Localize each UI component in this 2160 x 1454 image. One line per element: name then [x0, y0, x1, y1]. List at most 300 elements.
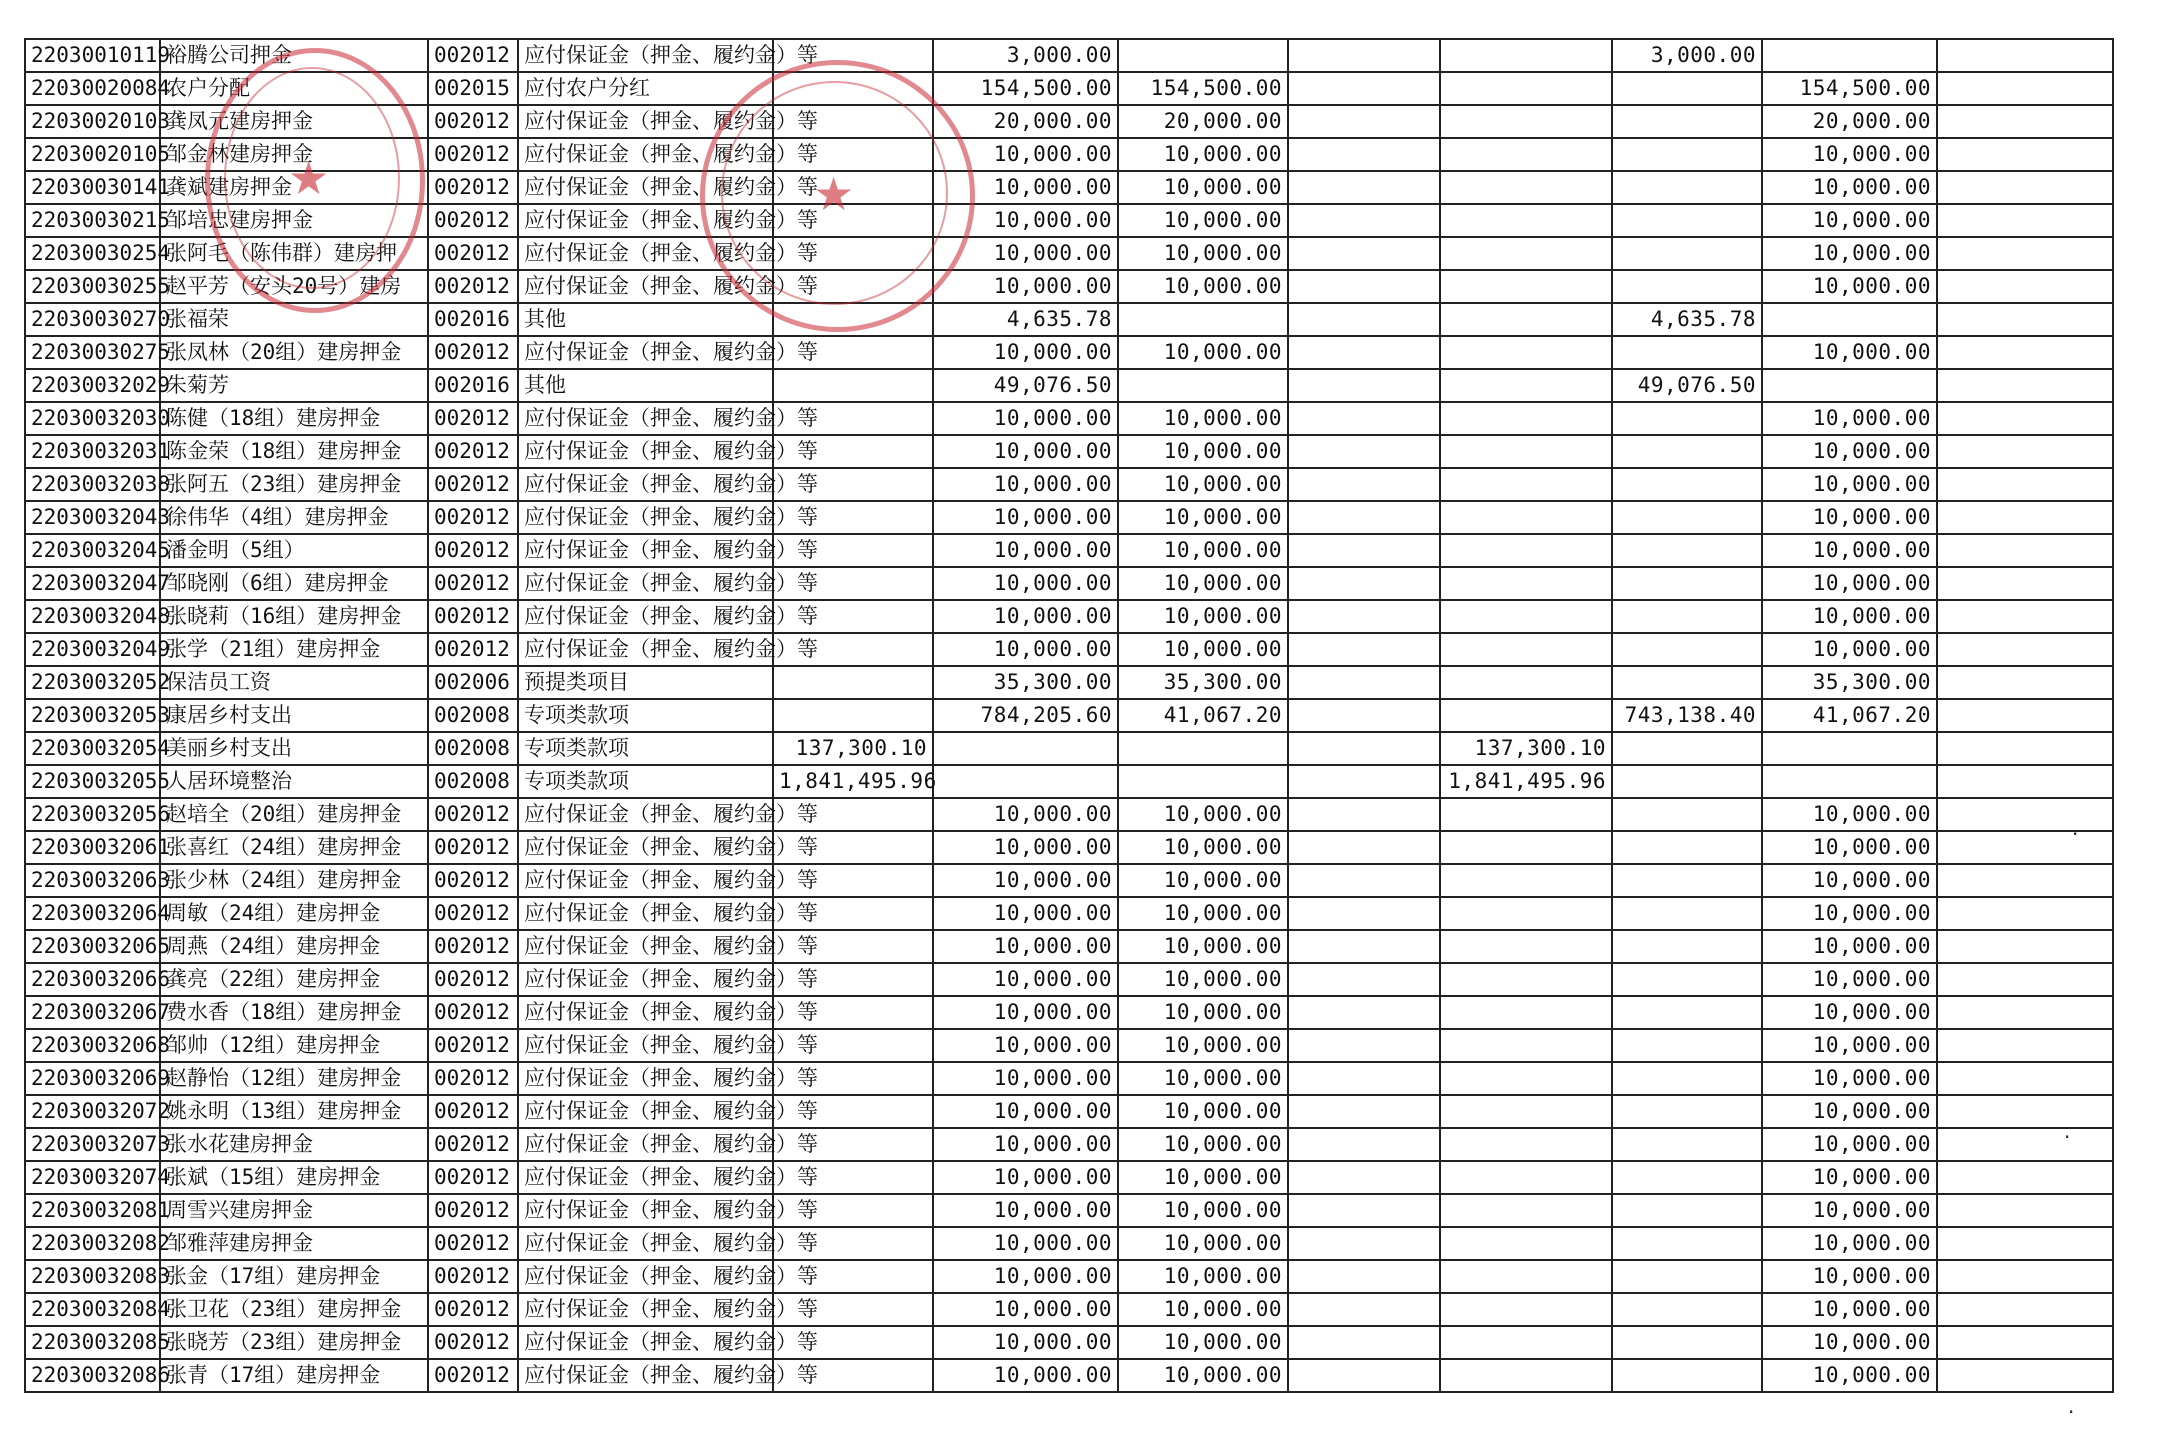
cell-col6 — [1612, 1161, 1762, 1194]
cell-type-name: 专项类款项 — [518, 732, 773, 765]
cell-col5 — [1440, 534, 1612, 567]
cell-col6: 49,076.50 — [1612, 369, 1762, 402]
cell-col8 — [1937, 72, 2113, 105]
cell-type-code: 002012 — [428, 831, 518, 864]
cell-col3: 10,000.00 — [1118, 435, 1288, 468]
cell-col7: 10,000.00 — [1762, 1194, 1937, 1227]
cell-col3: 10,000.00 — [1118, 600, 1288, 633]
cell-col8 — [1937, 765, 2113, 798]
table-row — [25, 666, 2113, 699]
cell-col6 — [1612, 72, 1762, 105]
cell-col1: 1,841,495.96 — [773, 765, 933, 798]
cell-col4 — [1288, 72, 1440, 105]
cell-col7: 10,000.00 — [1762, 534, 1937, 567]
cell-col2: 10,000.00 — [933, 798, 1118, 831]
cell-col4 — [1288, 963, 1440, 996]
table-row — [25, 138, 2113, 171]
cell-col7: 10,000.00 — [1762, 567, 1937, 600]
cell-col4 — [1288, 501, 1440, 534]
cell-col4 — [1288, 930, 1440, 963]
cell-col7: 10,000.00 — [1762, 600, 1937, 633]
cell-col6 — [1612, 237, 1762, 270]
cell-col5 — [1440, 39, 1612, 72]
cell-col1 — [773, 699, 933, 732]
cell-type-name: 应付保证金（押金、履约金）等 — [518, 1326, 773, 1359]
cell-col6 — [1612, 336, 1762, 369]
cell-type-name: 应付保证金（押金、履约金）等 — [518, 336, 773, 369]
cell-type-name: 应付保证金（押金、履约金）等 — [518, 1194, 773, 1227]
cell-col7: 10,000.00 — [1762, 831, 1937, 864]
cell-col3: 10,000.00 — [1118, 237, 1288, 270]
cell-type-code: 002012 — [428, 336, 518, 369]
cell-col3: 10,000.00 — [1118, 1062, 1288, 1095]
cell-col4 — [1288, 1326, 1440, 1359]
cell-type-code: 002012 — [428, 1128, 518, 1161]
cell-col6 — [1612, 1359, 1762, 1392]
cell-col3 — [1118, 39, 1288, 72]
cell-col2: 10,000.00 — [933, 996, 1118, 1029]
cell-col7: 10,000.00 — [1762, 633, 1937, 666]
cell-col4 — [1288, 1293, 1440, 1326]
cell-col8 — [1937, 39, 2113, 72]
cell-name: 朱菊芳 — [160, 369, 428, 402]
cell-col3: 10,000.00 — [1118, 1326, 1288, 1359]
cell-name: 徐伟华（4组）建房押金 — [160, 501, 428, 534]
cell-name: 周敏（24组）建房押金 — [160, 897, 428, 930]
cell-col8 — [1937, 336, 2113, 369]
cell-type-name: 应付保证金（押金、履约金）等 — [518, 1095, 773, 1128]
cell-col5 — [1440, 996, 1612, 1029]
cell-code: 22030020105 — [25, 138, 160, 171]
cell-col4 — [1288, 996, 1440, 1029]
cell-col8 — [1937, 963, 2113, 996]
seal-star-icon: ★ — [288, 151, 330, 205]
cell-col3: 10,000.00 — [1118, 336, 1288, 369]
cell-col7: 10,000.00 — [1762, 237, 1937, 270]
cell-name: 龚斌建房押金 — [160, 171, 428, 204]
cell-col1 — [773, 666, 933, 699]
cell-col8 — [1937, 138, 2113, 171]
cell-type-name: 其他 — [518, 369, 773, 402]
cell-col6 — [1612, 138, 1762, 171]
cell-code: 22030032061 — [25, 831, 160, 864]
cell-col1 — [773, 303, 933, 336]
cell-col8 — [1937, 1029, 2113, 1062]
cell-col2: 35,300.00 — [933, 666, 1118, 699]
cell-type-name: 应付保证金（押金、履约金）等 — [518, 270, 773, 303]
cell-col8 — [1937, 105, 2113, 138]
cell-col6 — [1612, 1194, 1762, 1227]
cell-name: 保洁员工资 — [160, 666, 428, 699]
table-row — [25, 1161, 2113, 1194]
cell-type-code: 002012 — [428, 534, 518, 567]
cell-code: 22030032072 — [25, 1095, 160, 1128]
cell-col5 — [1440, 897, 1612, 930]
cell-col6 — [1612, 996, 1762, 1029]
cell-col7: 10,000.00 — [1762, 1062, 1937, 1095]
cell-col2: 10,000.00 — [933, 468, 1118, 501]
cell-name: 龚亮（22组）建房押金 — [160, 963, 428, 996]
cell-code: 22030032086 — [25, 1359, 160, 1392]
cell-col4 — [1288, 600, 1440, 633]
cell-col7: 10,000.00 — [1762, 1260, 1937, 1293]
cell-col5 — [1440, 237, 1612, 270]
cell-type-name: 应付保证金（押金、履约金）等 — [518, 171, 773, 204]
table-row — [25, 1293, 2113, 1326]
cell-type-name: 应付保证金（押金、履约金）等 — [518, 534, 773, 567]
cell-col3: 154,500.00 — [1118, 72, 1288, 105]
cell-col4 — [1288, 732, 1440, 765]
cell-col7: 10,000.00 — [1762, 468, 1937, 501]
cell-col2: 10,000.00 — [933, 1194, 1118, 1227]
cell-col5 — [1440, 798, 1612, 831]
cell-col3: 10,000.00 — [1118, 501, 1288, 534]
cell-type-code: 002012 — [428, 963, 518, 996]
cell-type-code: 002008 — [428, 765, 518, 798]
cell-name: 潘金明（5组） — [160, 534, 428, 567]
cell-type-name: 应付保证金（押金、履约金）等 — [518, 435, 773, 468]
cell-col2: 10,000.00 — [933, 402, 1118, 435]
cell-col7: 20,000.00 — [1762, 105, 1937, 138]
cell-code: 22030032056 — [25, 798, 160, 831]
cell-col2: 10,000.00 — [933, 633, 1118, 666]
cell-name: 邹帅（12组）建房押金 — [160, 1029, 428, 1062]
cell-name: 人居环境整治 — [160, 765, 428, 798]
cell-code: 22030032029 — [25, 369, 160, 402]
cell-col5 — [1440, 1095, 1612, 1128]
cell-col4 — [1288, 1260, 1440, 1293]
cell-col3: 10,000.00 — [1118, 534, 1288, 567]
cell-col2: 10,000.00 — [933, 1095, 1118, 1128]
cell-col5 — [1440, 1161, 1612, 1194]
cell-name: 农户分配 — [160, 72, 428, 105]
cell-col7: 10,000.00 — [1762, 1326, 1937, 1359]
cell-type-name: 其他 — [518, 303, 773, 336]
cell-name: 姚永明（13组）建房押金 — [160, 1095, 428, 1128]
cell-name: 张晓莉（16组）建房押金 — [160, 600, 428, 633]
cell-col3: 10,000.00 — [1118, 171, 1288, 204]
cell-type-name: 应付保证金（押金、履约金）等 — [518, 963, 773, 996]
cell-col5 — [1440, 633, 1612, 666]
cell-col7: 10,000.00 — [1762, 435, 1937, 468]
cell-col6: 4,635.78 — [1612, 303, 1762, 336]
table-row — [25, 732, 2113, 765]
cell-code: 22030032067 — [25, 996, 160, 1029]
cell-type-code: 002012 — [428, 1062, 518, 1095]
cell-type-code: 002012 — [428, 996, 518, 1029]
cell-type-code: 002012 — [428, 798, 518, 831]
cell-type-name: 专项类款项 — [518, 699, 773, 732]
cell-code: 22030032052 — [25, 666, 160, 699]
cell-col5 — [1440, 831, 1612, 864]
cell-col7 — [1762, 303, 1937, 336]
cell-col5 — [1440, 1293, 1612, 1326]
table-row — [25, 534, 2113, 567]
cell-type-code: 002012 — [428, 930, 518, 963]
cell-type-name: 应付保证金（押金、履约金）等 — [518, 633, 773, 666]
cell-name: 张喜红（24组）建房押金 — [160, 831, 428, 864]
cell-type-code: 002008 — [428, 732, 518, 765]
cell-col8 — [1937, 1359, 2113, 1392]
cell-type-code: 002012 — [428, 1293, 518, 1326]
cell-col8 — [1937, 1260, 2113, 1293]
cell-col6 — [1612, 600, 1762, 633]
cell-name: 张福荣 — [160, 303, 428, 336]
table-row — [25, 1095, 2113, 1128]
cell-col6 — [1612, 468, 1762, 501]
cell-col3: 20,000.00 — [1118, 105, 1288, 138]
cell-type-code: 002012 — [428, 1161, 518, 1194]
cell-type-code: 002012 — [428, 1260, 518, 1293]
cell-type-code: 002008 — [428, 699, 518, 732]
cell-type-code: 002012 — [428, 1029, 518, 1062]
cell-col3: 10,000.00 — [1118, 567, 1288, 600]
cell-col4 — [1288, 270, 1440, 303]
cell-col2: 10,000.00 — [933, 1326, 1118, 1359]
cell-code: 22030010119 — [25, 39, 160, 72]
cell-col8 — [1937, 1227, 2113, 1260]
cell-col8 — [1937, 171, 2113, 204]
cell-col7: 10,000.00 — [1762, 798, 1937, 831]
table-row — [25, 1359, 2113, 1392]
cell-col8 — [1937, 204, 2113, 237]
cell-col5 — [1440, 699, 1612, 732]
cell-col5 — [1440, 468, 1612, 501]
cell-col8 — [1937, 270, 2113, 303]
cell-col8 — [1937, 468, 2113, 501]
table-row — [25, 72, 2113, 105]
cell-col3: 10,000.00 — [1118, 1293, 1288, 1326]
cell-col4 — [1288, 765, 1440, 798]
cell-name: 赵静怡（12组）建房押金 — [160, 1062, 428, 1095]
cell-col2: 10,000.00 — [933, 831, 1118, 864]
cell-col3: 10,000.00 — [1118, 204, 1288, 237]
cell-col2: 10,000.00 — [933, 1293, 1118, 1326]
cell-col5 — [1440, 105, 1612, 138]
cell-type-code: 002012 — [428, 1227, 518, 1260]
cell-col4 — [1288, 1095, 1440, 1128]
table-row — [25, 1029, 2113, 1062]
cell-col3: 10,000.00 — [1118, 1194, 1288, 1227]
cell-type-name: 应付保证金（押金、履约金）等 — [518, 1029, 773, 1062]
cell-col1 — [773, 72, 933, 105]
table-row — [25, 171, 2113, 204]
cell-col3: 10,000.00 — [1118, 963, 1288, 996]
cell-code: 22030032038 — [25, 468, 160, 501]
cell-code: 22030032085 — [25, 1326, 160, 1359]
cell-type-name: 应付保证金（押金、履约金）等 — [518, 567, 773, 600]
cell-code: 22030020084 — [25, 72, 160, 105]
cell-col3 — [1118, 303, 1288, 336]
ledger-body — [25, 39, 2113, 1392]
cell-col6 — [1612, 435, 1762, 468]
cell-col6 — [1612, 798, 1762, 831]
cell-col8 — [1937, 996, 2113, 1029]
cell-col4 — [1288, 468, 1440, 501]
cell-col2: 10,000.00 — [933, 336, 1118, 369]
cell-col8 — [1937, 402, 2113, 435]
cell-type-code: 002006 — [428, 666, 518, 699]
cell-col2: 10,000.00 — [933, 534, 1118, 567]
cell-col3: 10,000.00 — [1118, 1359, 1288, 1392]
table-row — [25, 1260, 2113, 1293]
cell-col6 — [1612, 1095, 1762, 1128]
cell-col4 — [1288, 303, 1440, 336]
cell-type-name: 应付保证金（押金、履约金）等 — [518, 798, 773, 831]
cell-col1 — [773, 369, 933, 402]
cell-type-name: 应付保证金（押金、履约金）等 — [518, 864, 773, 897]
cell-col5 — [1440, 369, 1612, 402]
cell-name: 张凤林（20组）建房押金 — [160, 336, 428, 369]
cell-name: 邹雅萍建房押金 — [160, 1227, 428, 1260]
cell-col5 — [1440, 1062, 1612, 1095]
cell-col5 — [1440, 501, 1612, 534]
table-row — [25, 699, 2113, 732]
cell-col3: 10,000.00 — [1118, 897, 1288, 930]
cell-col4 — [1288, 105, 1440, 138]
cell-type-code: 002012 — [428, 237, 518, 270]
cell-type-code: 002012 — [428, 1095, 518, 1128]
cell-col8 — [1937, 798, 2113, 831]
cell-col2: 10,000.00 — [933, 501, 1118, 534]
cell-col3: 10,000.00 — [1118, 996, 1288, 1029]
cell-type-code: 002012 — [428, 864, 518, 897]
cell-col4 — [1288, 798, 1440, 831]
cell-col2: 10,000.00 — [933, 1161, 1118, 1194]
cell-col4 — [1288, 864, 1440, 897]
cell-col4 — [1288, 435, 1440, 468]
cell-col8 — [1937, 666, 2113, 699]
cell-col4 — [1288, 633, 1440, 666]
cell-col4 — [1288, 204, 1440, 237]
cell-col7: 10,000.00 — [1762, 270, 1937, 303]
table-row — [25, 1128, 2113, 1161]
cell-col6: 743,138.40 — [1612, 699, 1762, 732]
table-row — [25, 567, 2113, 600]
cell-name: 费水香（18组）建房押金 — [160, 996, 428, 1029]
cell-code: 22030032084 — [25, 1293, 160, 1326]
cell-type-code: 002012 — [428, 270, 518, 303]
cell-col8 — [1937, 897, 2113, 930]
cell-col4 — [1288, 1062, 1440, 1095]
cell-col8 — [1937, 1194, 2113, 1227]
scan-speck: · — [2064, 1125, 2071, 1149]
cell-col4 — [1288, 1128, 1440, 1161]
cell-col3: 10,000.00 — [1118, 633, 1288, 666]
cell-col4 — [1288, 1194, 1440, 1227]
cell-col5 — [1440, 567, 1612, 600]
table-row — [25, 105, 2113, 138]
cell-col4 — [1288, 171, 1440, 204]
cell-code: 22030032063 — [25, 864, 160, 897]
table-row — [25, 633, 2113, 666]
cell-type-code: 002012 — [428, 1326, 518, 1359]
cell-name: 周燕（24组）建房押金 — [160, 930, 428, 963]
cell-col2: 10,000.00 — [933, 1359, 1118, 1392]
cell-col6 — [1612, 501, 1762, 534]
cell-type-code: 002012 — [428, 501, 518, 534]
cell-col7: 10,000.00 — [1762, 1359, 1937, 1392]
cell-col8 — [1937, 1293, 2113, 1326]
cell-type-code: 002012 — [428, 600, 518, 633]
cell-col7: 10,000.00 — [1762, 1227, 1937, 1260]
table-row — [25, 996, 2113, 1029]
cell-col3: 10,000.00 — [1118, 138, 1288, 171]
cell-col5 — [1440, 402, 1612, 435]
cell-col5 — [1440, 1359, 1612, 1392]
cell-type-name: 应付保证金（押金、履约金）等 — [518, 1161, 773, 1194]
cell-name: 周雪兴建房押金 — [160, 1194, 428, 1227]
cell-col6 — [1612, 831, 1762, 864]
cell-code: 22030032045 — [25, 534, 160, 567]
table-row — [25, 1194, 2113, 1227]
cell-type-code: 002012 — [428, 1194, 518, 1227]
ledger-table — [24, 38, 2114, 1393]
cell-col1: 137,300.10 — [773, 732, 933, 765]
cell-code: 22030032068 — [25, 1029, 160, 1062]
cell-col7: 10,000.00 — [1762, 897, 1937, 930]
cell-code: 22030032081 — [25, 1194, 160, 1227]
table-row — [25, 963, 2113, 996]
cell-col7: 154,500.00 — [1762, 72, 1937, 105]
cell-code: 22030030255 — [25, 270, 160, 303]
cell-col5 — [1440, 138, 1612, 171]
cell-col2: 10,000.00 — [933, 897, 1118, 930]
cell-col3: 10,000.00 — [1118, 1161, 1288, 1194]
cell-col2: 4,635.78 — [933, 303, 1118, 336]
cell-col7: 10,000.00 — [1762, 138, 1937, 171]
cell-col3: 10,000.00 — [1118, 864, 1288, 897]
cell-col3: 10,000.00 — [1118, 930, 1288, 963]
cell-col6 — [1612, 171, 1762, 204]
cell-code: 22030032053 — [25, 699, 160, 732]
cell-col6 — [1612, 1326, 1762, 1359]
cell-col7: 10,000.00 — [1762, 402, 1937, 435]
cell-name: 赵培全（20组）建房押金 — [160, 798, 428, 831]
cell-col6 — [1612, 270, 1762, 303]
table-row — [25, 336, 2113, 369]
cell-name: 邹晓刚（6组）建房押金 — [160, 567, 428, 600]
cell-col8 — [1937, 1095, 2113, 1128]
cell-col2: 3,000.00 — [933, 39, 1118, 72]
cell-col7: 10,000.00 — [1762, 930, 1937, 963]
cell-col3: 10,000.00 — [1118, 1128, 1288, 1161]
cell-name: 张青（17组）建房押金 — [160, 1359, 428, 1392]
cell-col4 — [1288, 1029, 1440, 1062]
cell-col4 — [1288, 567, 1440, 600]
cell-code: 22030030270 — [25, 303, 160, 336]
cell-col8 — [1937, 732, 2113, 765]
cell-col7: 10,000.00 — [1762, 864, 1937, 897]
table-row — [25, 501, 2113, 534]
cell-type-code: 002016 — [428, 369, 518, 402]
cell-col6 — [1612, 765, 1762, 798]
cell-col4 — [1288, 1161, 1440, 1194]
cell-type-code: 002012 — [428, 1359, 518, 1392]
cell-name: 张学（21组）建房押金 — [160, 633, 428, 666]
cell-name: 张水花建房押金 — [160, 1128, 428, 1161]
cell-code: 22030032049 — [25, 633, 160, 666]
cell-type-name: 应付保证金（押金、履约金）等 — [518, 39, 773, 72]
cell-type-code: 002012 — [428, 171, 518, 204]
cell-code: 22030030215 — [25, 204, 160, 237]
cell-type-name: 应付保证金（押金、履约金）等 — [518, 897, 773, 930]
cell-col6 — [1612, 204, 1762, 237]
cell-col8 — [1937, 567, 2113, 600]
cell-type-name: 专项类款项 — [518, 765, 773, 798]
cell-col5 — [1440, 270, 1612, 303]
cell-code: 22030032031 — [25, 435, 160, 468]
